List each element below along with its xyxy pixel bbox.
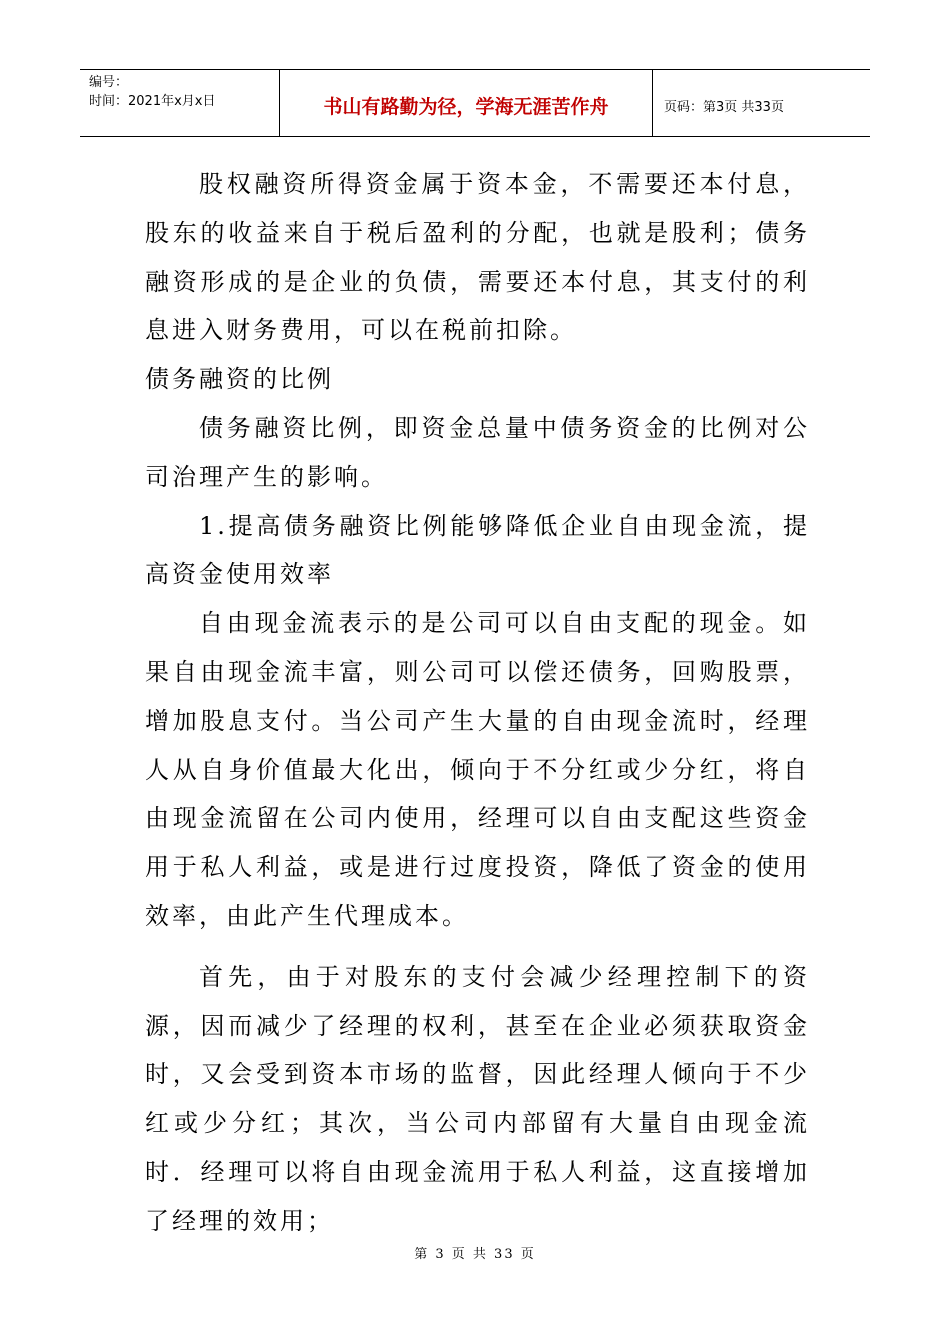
paragraph: 股权融资所得资金属于资本金，不需要还本付息，股东的收益来自于税后盈利的分配，也就是股利；债务融资形成的是企业的负债，需要还本付息，其支付的利息进入财务费用，可以在税前扣除。 <box>145 170 810 345</box>
section-heading: 债务融资的比例 <box>145 365 334 394</box>
header-meta <box>80 70 280 136</box>
page-header <box>80 69 870 137</box>
page-footer: 第 3 页 共 33 页 <box>414 1247 536 1262</box>
paragraph: 债务融资比例，即资金总量中债务资金的比例对公司治理产生的影响。 <box>145 413 810 491</box>
header-page-info: 页码：第3页 共33页 <box>664 99 784 115</box>
paragraph: 自由现金流表示的是公司可以自由支配的现金。如果自由现金流丰富，则公司可以偿还债务，回购股票，增加股息支付。当公司产生大量的自由现金流时，经理人从自身价值最大化出，倾向于不分红或少分红，将自由现金流留在公司内使用，经理可以自由支配这些资金用于私人利益，或是进行过度投资，降低了资金的使用效率，由此产生代理成本。 <box>145 609 810 930</box>
paragraph: 首先，由于对股东的支付会减少经理控制下的资源，因而减少了经理的权利，甚至在企业必须获取资金时，又会受到资本市场的监督，因此经理人倾向于不少红或少分红；其次，当公司内部留有大量自由现金流时．经理可以将自由现金流用于私人利益，这直接增加了经理的效用； <box>145 962 810 1235</box>
document-date: 时间：2021年x月x日 <box>89 94 216 109</box>
document-number-label: 编号： <box>89 75 129 90</box>
subsection-heading: 1.提高债务融资比例能够降低企业自由现金流，提高资金使用效率 <box>145 511 810 589</box>
document-body <box>145 160 810 1246</box>
header-motto: 书山有路勤为径，学海无涯苦作舟 <box>280 70 653 136</box>
